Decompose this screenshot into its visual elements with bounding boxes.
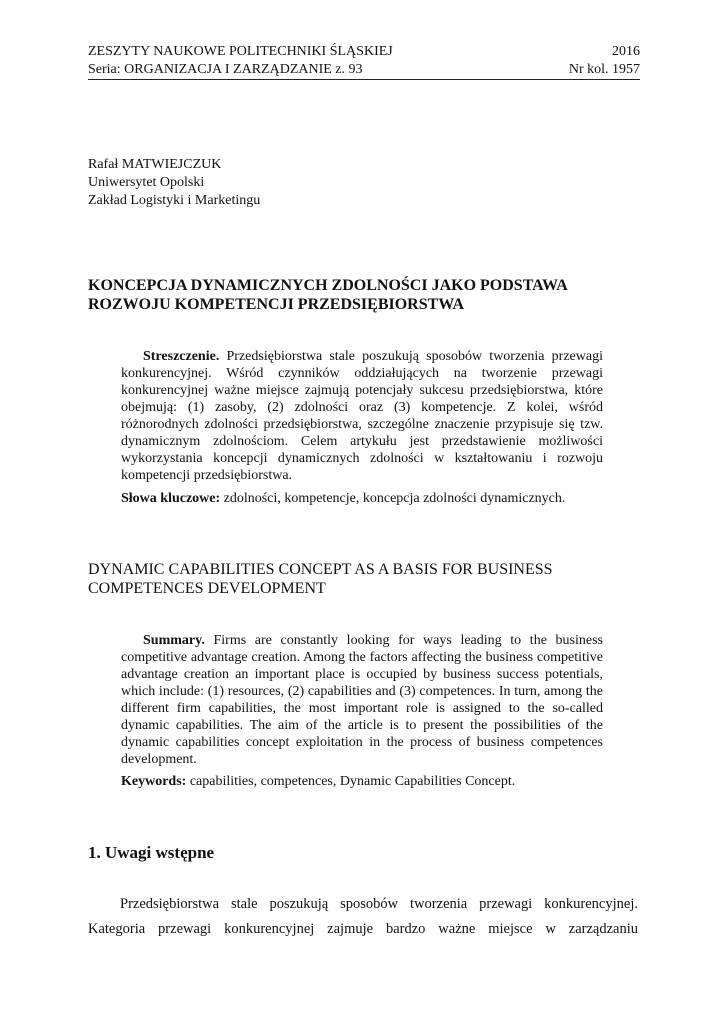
- abstract-pl-text: Przedsiębiorstwa stale poszukują sposobów tworzenia przewagi konkurencyjnej. Wśród czynników oddziałujących na tworzenie przewagi konkurencyjnej ważne miejsce zajmują potencjały sukcesu przedsiębiorstwa, które obejmują: (1) zasoby, (2) zdolności oraz (3) kompetencje. Z kolei, wśród różnorodnych zdolności przedsiębiorstwa, szczególne znaczenie przypisuje się tzw. dynamicznym zdolnościom. Celem artykułu jest przedstawienie możliwości wykorzystania koncepcji dynamicznych zdolności w kształtowaniu i rozwoju kompetencji przedsiębiorstwa.: [121, 349, 603, 483]
- title-en-line-1: DYNAMIC CAPABILITIES CONCEPT AS A BASIS FOR BUSINESS: [88, 561, 553, 578]
- journal-issue: Nr kol. 1957: [568, 62, 640, 77]
- author-university: Uniwersytet Opolski: [88, 175, 205, 190]
- keywords-pl-label: Słowa kluczowe:: [121, 491, 221, 506]
- title-pl-line-2: ROZWOJU KOMPETENCJI PRZEDSIĘBIORSTWA: [88, 296, 465, 313]
- article-title-polish: [88, 276, 648, 314]
- abstract-en-label: Summary.: [143, 633, 205, 648]
- section-heading: 1. Uwagi wstępne: [88, 843, 215, 862]
- journal-series: Seria: ORGANIZACJA I ZARZĄDZANIE z. 93: [88, 62, 363, 77]
- keywords-english: [121, 773, 621, 790]
- journal-name: ZESZYTY NAUKOWE POLITECHNIKI ŚLĄSKIEJ: [88, 44, 393, 59]
- body-line-2: Kategoria przewagi konkurencyjnej zajmuje bardzo ważne miejsce w zarządzaniu: [88, 921, 638, 937]
- abstract-pl-paragraph: [121, 348, 603, 484]
- keywords-en-label: Keywords:: [121, 774, 187, 789]
- author-block: [88, 156, 260, 210]
- header-row-1: [88, 43, 640, 61]
- abstract-polish: [121, 348, 603, 484]
- author-department: Zakład Logistyki i Marketingu: [88, 193, 261, 208]
- keywords-pl-text: zdolności, kompetencje, koncepcja zdolności dynamicznych.: [220, 491, 566, 506]
- title-en-line-2: COMPETENCES DEVELOPMENT: [88, 580, 326, 597]
- keywords-polish: [121, 490, 621, 507]
- title-pl-line-1: KONCEPCJA DYNAMICZNYCH ZDOLNOŚCI JAKO PODSTAWA: [88, 277, 568, 294]
- abstract-pl-label: Streszczenie.: [143, 349, 220, 364]
- running-header: [88, 43, 640, 79]
- header-row-2: [88, 61, 640, 79]
- abstract-english: [121, 632, 603, 768]
- body-line-1: Przedsiębiorstwa stale poszukują sposobów tworzenia przewagi konkurencyjnej.: [120, 896, 638, 912]
- abstract-en-paragraph: [121, 632, 603, 768]
- keywords-en-text: capabilities, competences, Dynamic Capabilities Concept.: [186, 774, 516, 789]
- journal-year: 2016: [612, 44, 640, 59]
- header-divider: [88, 79, 640, 80]
- abstract-en-text: Firms are constantly looking for ways leading to the business competitive advantage creation. Among the factors affecting the business competitive advantage creation an important place is occupied by business success potentials, which include: (1) resources, (2) capabilities and (3) competences. In turn, among the different firm capabilities, the most important role is assigned to the so-called dynamic capabilities. The aim of the article is to present the possibilities of the dynamic capabilities concept exploitation in the process of business competences development.: [121, 633, 603, 767]
- author-name: Rafał MATWIEJCZUK: [88, 157, 222, 172]
- article-title-english: [88, 560, 648, 598]
- section-body-paragraph: [88, 892, 638, 942]
